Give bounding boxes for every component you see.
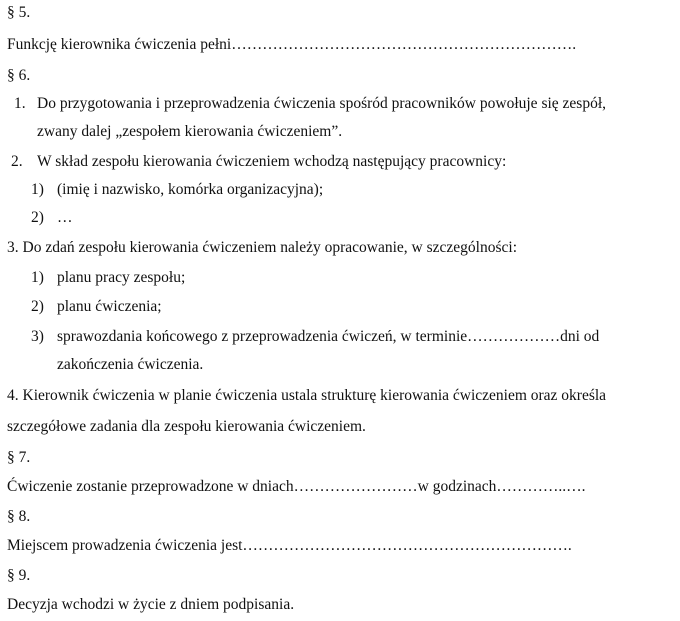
item-2-sub-2-text: … [57,209,73,226]
item-3-sub-1-text: planu pracy zespołu; [57,269,186,286]
paragraph-8-heading: § 8. [7,508,31,525]
paragraph-7-heading: § 7. [7,449,31,466]
paragraph-7-text: Ćwiczenie zostanie przeprowadzone w dniach……………………w godzinach…………..…. [7,478,586,495]
item-2-sub-2-number: 2) [31,209,44,226]
item-1-number: 1. [14,95,26,112]
paragraph-9-text: Decyzja wchodzi w życie z dniem podpisania. [7,596,295,613]
item-3-sub-3-line-1: sprawozdania końcowego z przeprowadzenia ćwiczeń, w terminie………………dni od [57,328,600,345]
item-3-sub-3-line-2: zakończenia ćwiczenia. [57,356,204,373]
item-2-sub-1-text: (imię i nazwisko, komórka organizacyjna); [57,181,324,198]
item-3-sub-2-number: 2) [31,298,44,315]
paragraph-9-heading: § 9. [7,567,31,584]
item-2-text: W skład zespołu kierowania ćwiczeniem wchodzą następujący pracownicy: [37,153,507,170]
item-2-number: 2. [11,153,23,170]
paragraph-8-text: Miejscem prowadzenia ćwiczenia jest………………………………………………………. [7,537,572,554]
paragraph-6-heading: § 6. [7,67,31,84]
item-4-line-1: 4. Kierownik ćwiczenia w planie ćwiczenia ustala strukturę kierowania ćwiczeniem oraz określa [7,387,607,404]
item-1-line-2: zwany dalej „zespołem kierowania ćwiczeniem”. [37,123,343,140]
item-3-text: 3. Do zdań zespołu kierowania ćwiczeniem należy opracowanie, w szczególności: [7,239,517,256]
paragraph-5-heading: § 5. [7,4,31,21]
item-3-sub-2-text: planu ćwiczenia; [57,298,162,315]
item-2-sub-1-number: 1) [31,181,44,198]
item-3-sub-1-number: 1) [31,269,44,286]
item-3-sub-3-number: 3) [31,328,44,345]
paragraph-5-text: Funkcję kierownika ćwiczenia pełni…………………………………………………………. [7,36,577,53]
item-1-line-1: Do przygotowania i przeprowadzenia ćwiczenia spośród pracowników powołuje się zespół, [37,95,607,112]
item-4-line-2: szczegółowe zadania dla zespołu kierowania ćwiczeniem. [7,418,366,435]
